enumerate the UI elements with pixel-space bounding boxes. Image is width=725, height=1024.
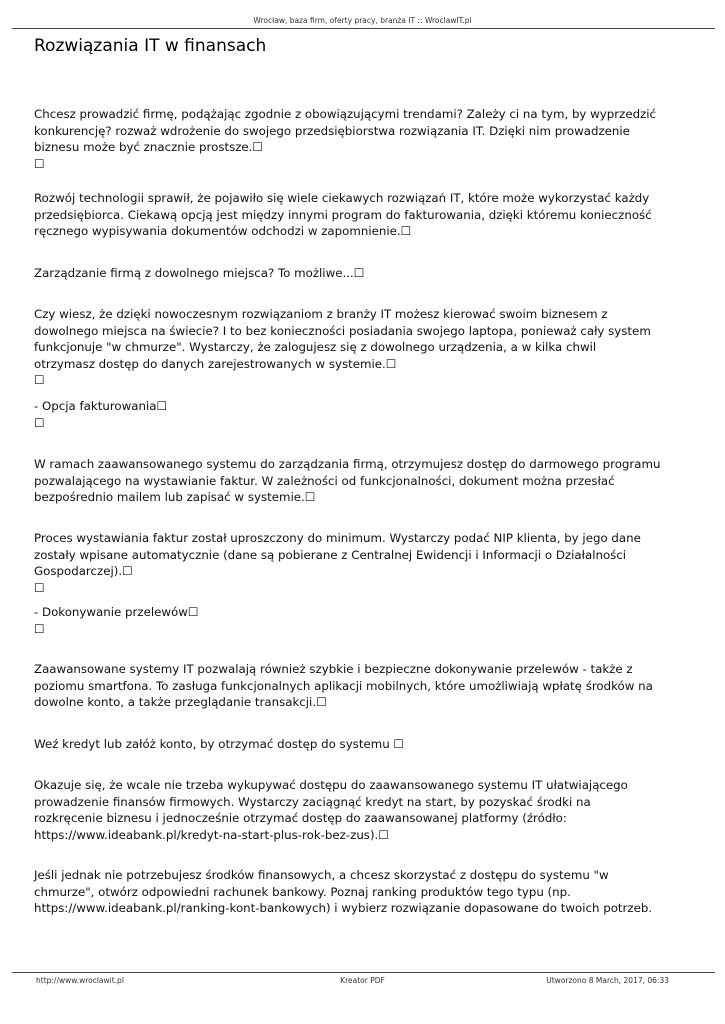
paragraph-technology: Rozwój technologii sprawił, że pojawiło się wiele ciekawych rozwiązań IT, które może wykorzystać każdy przedsiębiorca. Ciekawą opcją jest między innymi program do fakturowania, dzięki któremu konieczność ręcznego wypisywania dokumentów odchodzi w zapomnienie.☐ xyxy=(34,191,652,238)
paragraph-bank-account: Jeśli jednak nie potrzebujesz środków finansowych, a chcesz skorzystać z dostępu do systemu "w chmurze", otwórz odpowiedni rachunek bankowy. Poznaj ranking produktów tego typu (np. https://www.ideabank.pl/ranking-kont-bankowych) i wybierz rozwiązanie dopasowane do twoich potrzeb. xyxy=(34,868,653,915)
paragraph-invoice-process: Proces wystawiania faktur został uproszczony do minimum. Wystarczy podać NIP klienta, by jego dane zostały wpisane automatycznie (dane są pobierane z Centralnej Ewidencji i Informacji o Działalności Gospodarczej).☐ ☐ xyxy=(34,531,641,595)
footer-created-date: Utworzono 8 March, 2017, 06:33 xyxy=(546,976,669,985)
paragraph-transfers-heading: - Dokonywanie przelewów☐ ☐ xyxy=(34,605,199,636)
page-header-text: Wrocław, baza firm, oferty pracy, branża IT :: WroclawIT.pl xyxy=(253,16,472,25)
paragraph-manage-anywhere-heading: Zarządzanie firmą z dowolnego miejsca? To możliwe...☐ xyxy=(34,266,365,280)
paragraph-credit-heading: Weź kredyt lub załóż konto, by otrzymać dostęp do systemu ☐ xyxy=(34,737,404,751)
paragraph-invoicing-heading: - Opcja fakturowania☐ ☐ xyxy=(34,399,168,430)
paragraph-cloud: Czy wiesz, że dzięki nowoczesnym rozwiązaniom z branży IT możesz kierować swoim biznesem z dowolnego miejsca na świecie? I to bez konieczności posiadania swojego laptopa, ponieważ cały system funkcjonuje "w chmurze". Wystarczy, że zalogujesz się z dowolnego urządzenia, a w kilka chwil otrzymasz dostęp do danych zarejestrowanych w systemie.☐ ☐ xyxy=(34,307,651,387)
paragraph-invoicing: W ramach zaawansowanego systemu do zarządzania firmą, otrzymujesz dostęp do darmowego programu pozwalającego na wystawianie faktur. W zależności od funkcjonalności, dokument można przesłać bezpośrednio mailem lub zapisać w systemie.☐ xyxy=(34,457,661,504)
paragraph-credit: Okazuje się, że wcale nie trzeba wykupywać dostępu do zaawansowanego systemu IT ułatwiającego prowadzenie finansów firmowych. Wystarczy zaciągnąć kredyt na start, by pozyskać środki na rozkręcenie biznesu i jednocześnie otrzymać dostęp do zaawansowanej platformy (źródło: https://www.ideabank.pl/kredyt-na-start-plus-rok-bez-zus).☐ xyxy=(34,778,628,842)
paragraph-intro: Chcesz prowadzić firmę, podążając zgodnie z obowiązującymi trendami? Zależy ci na tym, by wyprzedzić konkurencję? rozważ wdrożenie do swojego przedsiębiorstwa rozwiązania IT. Dzięki nim prowadzenie biznesu może być znacznie prostsze.☐ ☐ xyxy=(34,107,657,171)
footer-divider xyxy=(12,972,715,973)
header-divider xyxy=(12,28,715,29)
footer-url: http://www.wroclawit.pl xyxy=(36,976,124,985)
paragraph-transfers: Zaawansowane systemy IT pozwalają również szybkie i bezpieczne dokonywanie przelewów - także z poziomu smartfona. To zasługa funkcjonalnych aplikacji mobilnych, które umożliwiają wpłatę środków na dowolne konto, a także przeglądanie transakcji.☐ xyxy=(34,662,653,709)
footer-generator: Kreator PDF xyxy=(340,976,385,985)
article-title: Rozwiązania IT w finansach xyxy=(34,36,267,56)
